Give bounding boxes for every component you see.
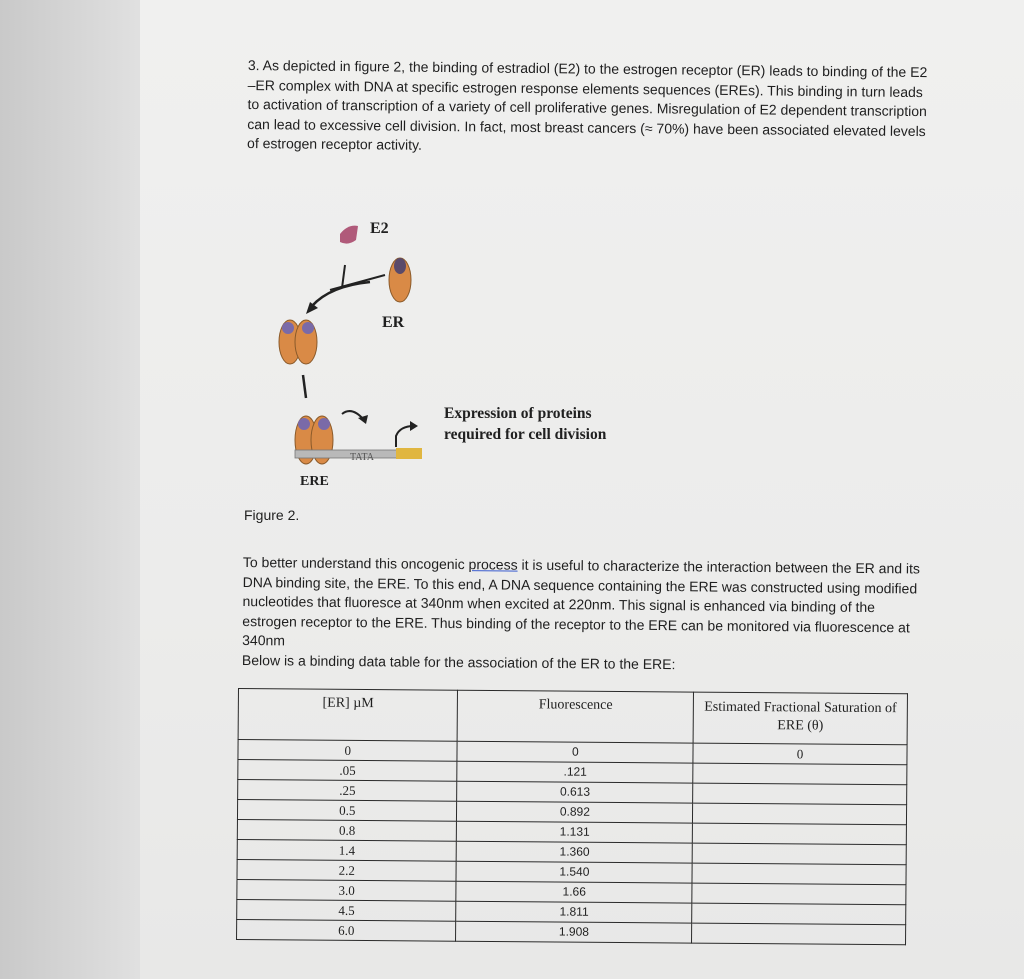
e2-label: E2	[370, 220, 389, 237]
background-left	[0, 0, 150, 979]
cell-er: 0	[238, 740, 458, 762]
table-intro: Below is a binding data table for the association of the ER to the ERE:	[241, 651, 676, 672]
cell-er: 2.2	[237, 859, 457, 881]
binding-arrow-1	[330, 265, 385, 290]
er-dimer-icon	[279, 320, 317, 364]
tata-label: TATA	[350, 452, 374, 463]
e2-molecule-icon	[340, 226, 358, 244]
binding-arrow-1-curve	[312, 282, 370, 306]
method-text-b: it is useful to characterize the interaction between the ER and its DNA binding site, the ERE. To this end, A DNA sequence containing the ERE was constructed using modified nucleotides that fluoresce at 340nm when excited at 220nm. This signal is enhanced via binding of the estrogen receptor to the ERE. Thus binding of the receptor to the ERE can be monitored via fluorescence at 340nm	[242, 556, 921, 649]
cell-er: .25	[238, 780, 458, 802]
binding-data-table-wrap	[236, 688, 908, 945]
cell-saturation	[692, 823, 906, 845]
expression-line-2: required for cell division	[444, 426, 607, 443]
cell-fluorescence: 1.66	[456, 881, 692, 903]
cell-er: 0.5	[237, 800, 457, 822]
cell-er: 3.0	[237, 879, 457, 901]
cell-fluorescence: 0.613	[457, 781, 693, 803]
cell-fluorescence: 0	[457, 741, 693, 763]
cell-saturation	[692, 903, 906, 925]
tata-box	[396, 448, 422, 459]
er-label: ER	[382, 314, 405, 331]
er-receptor-icon	[389, 258, 411, 302]
cell-saturation: 0	[693, 743, 907, 765]
cell-saturation	[693, 783, 907, 805]
header-er-concentration: [ER] µM	[238, 689, 458, 742]
binding-data-table	[236, 688, 908, 945]
cell-saturation	[692, 843, 906, 865]
cell-fluorescence: .121	[457, 761, 693, 783]
cell-fluorescence: 1.811	[456, 901, 692, 923]
cell-er: 0.8	[237, 819, 457, 841]
table-header-row	[238, 689, 907, 745]
cell-saturation	[693, 763, 907, 785]
cell-saturation	[693, 803, 907, 825]
cell-fluorescence: 1.540	[456, 861, 692, 883]
cell-er: 1.4	[237, 839, 457, 861]
header-fluorescence: Fluorescence	[458, 690, 694, 743]
process-link: process	[468, 556, 518, 573]
binding-arrow-2	[303, 375, 306, 398]
cell-saturation	[692, 863, 906, 885]
figure-2-diagram	[270, 210, 640, 490]
method-text-a: To better understand this oncogenic	[242, 553, 469, 573]
cell-fluorescence: 0.892	[457, 801, 693, 823]
cell-fluorescence: 1.131	[457, 821, 693, 843]
cell-er: 4.5	[237, 899, 457, 921]
cell-er: 6.0	[237, 919, 457, 941]
cell-saturation	[692, 923, 906, 945]
cell-saturation	[692, 883, 906, 905]
header-fractional-saturation: Estimated Fractional Saturation of ERE (θ)	[693, 692, 907, 745]
expression-line-1: Expression of proteins	[444, 405, 592, 422]
cell-er: .05	[238, 760, 458, 782]
method-paragraph	[242, 553, 933, 677]
cell-fluorescence: 1.908	[456, 921, 692, 943]
ere-label: ERE	[300, 474, 329, 489]
cell-fluorescence: 1.360	[457, 841, 693, 863]
figure-caption: Figure 2.	[244, 507, 300, 523]
question-paragraph: 3. As depicted in figure 2, the binding of estradiol (E2) to the estrogen receptor (ER) leads to binding of the E2 –ER complex with DNA at specific estrogen response elements sequences (EREs). This binding in turn leads to activation of transcription of a variety of cell proliferative genes. Misregulation of E2 dependent transcription can lead to excessive cell division. In fact, most breast cancers (≈ 70%) have been associated elevated levels of estrogen receptor activity.	[247, 56, 928, 153]
